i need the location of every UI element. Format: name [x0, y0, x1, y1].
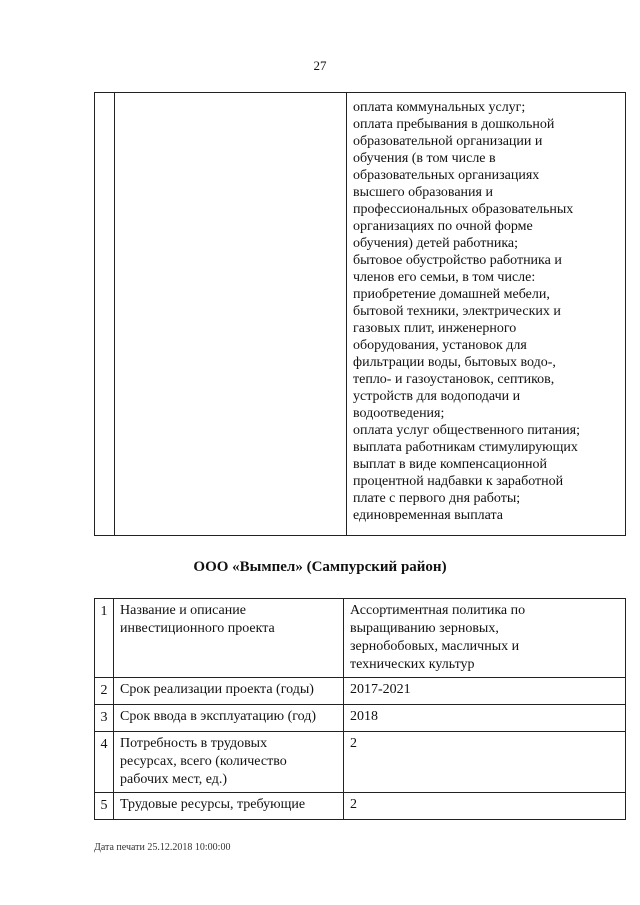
row-value-line: зернобобовых, масличных и [350, 639, 520, 654]
continuation-line: водоотведения; [353, 406, 445, 421]
continuation-line: высшего образования и [353, 185, 493, 200]
row-value [344, 678, 626, 705]
row-label [114, 599, 344, 678]
row-label-line: Потребность в трудовых [120, 736, 268, 751]
row-label-line: ресурсах, всего (количество [120, 754, 287, 769]
continuation-line: устройств для водоподачи и [353, 389, 521, 404]
row-value-line: технических культур [350, 657, 475, 672]
row-value-line: 2018 [350, 709, 378, 724]
continuation-line: профессиональных образовательных [353, 202, 574, 217]
continuation-line: плате с первого дня работы; [353, 491, 521, 506]
continuation-line: образовательной организации и [353, 134, 543, 149]
continuation-line: фильтрации воды, бытовых водо-, [353, 355, 556, 370]
row-number: 3 [95, 705, 114, 732]
table-row [95, 678, 626, 705]
row-label [114, 678, 344, 705]
continuation-line: организациях по очной форме [353, 219, 533, 234]
row-value [344, 705, 626, 732]
row-label-line: Трудовые ресурсы, требующие [120, 797, 306, 812]
continuation-line: тепло- и газоустановок, септиков, [353, 372, 555, 387]
continuation-line: образовательных организациях [353, 168, 540, 183]
continuation-cell-text [353, 99, 625, 524]
table-row [95, 705, 626, 732]
row-value [344, 732, 626, 793]
row-value-line: 2 [350, 736, 357, 751]
continuation-line: выплата работникам стимулирующих [353, 440, 578, 455]
continuation-line: газовых плит, инженерного [353, 321, 517, 336]
continuation-line: бытовое обустройство работника и [353, 253, 562, 268]
table-row [95, 793, 626, 820]
row-number: 5 [95, 793, 114, 820]
continuation-line: членов его семьи, в том числе: [353, 270, 536, 285]
table-row [95, 732, 626, 793]
project-info-table [94, 598, 626, 820]
continuation-line: оборудования, установок для [353, 338, 527, 353]
continuation-table [94, 92, 626, 536]
table-border-right [625, 93, 626, 535]
row-label-line: рабочих мест, ед.) [120, 772, 228, 787]
row-label [114, 732, 344, 793]
row-label [114, 793, 344, 820]
row-value-line: 2017-2021 [350, 682, 411, 697]
row-value-line: 2 [350, 797, 357, 812]
continuation-line: единовременная выплата [353, 508, 504, 523]
page-number: 27 [313, 58, 327, 73]
row-value-line: выращиванию зерновых, [350, 621, 499, 636]
table-column-divider [114, 93, 115, 535]
row-value [344, 599, 626, 678]
row-label-line: инвестиционного проекта [120, 621, 275, 636]
table-row [95, 599, 626, 678]
continuation-line: бытовой техники, электрических и [353, 304, 561, 319]
table-column-divider [346, 93, 347, 535]
table-border-left [94, 93, 95, 535]
continuation-line: процентной надбавки к заработной [353, 474, 564, 489]
row-label [114, 705, 344, 732]
row-number: 1 [95, 599, 114, 678]
continuation-line: обучения (в том числе в [353, 151, 496, 166]
row-label-line: Название и описание [120, 603, 246, 618]
continuation-line: оплата коммунальных услуг; [353, 100, 526, 115]
row-number: 2 [95, 678, 114, 705]
print-date: Дата печати 25.12.2018 10:00:00 [94, 842, 231, 853]
continuation-line: обучения) детей работника; [353, 236, 519, 251]
row-label-line: Срок ввода в эксплуатацию (год) [120, 709, 317, 724]
row-number: 4 [95, 732, 114, 793]
row-value [344, 793, 626, 820]
row-label-line: Срок реализации проекта (годы) [120, 682, 314, 697]
continuation-line: оплата пребывания в дошкольной [353, 117, 555, 132]
continuation-line: приобретение домашней мебели, [353, 287, 550, 302]
section-title: ООО «Вымпел» (Сампурский район) [193, 559, 447, 575]
continuation-line: выплат в виде компенсационной [353, 457, 547, 472]
continuation-line: оплата услуг общественного питания; [353, 423, 580, 438]
row-value-line: Ассортиментная политика по [350, 603, 526, 618]
